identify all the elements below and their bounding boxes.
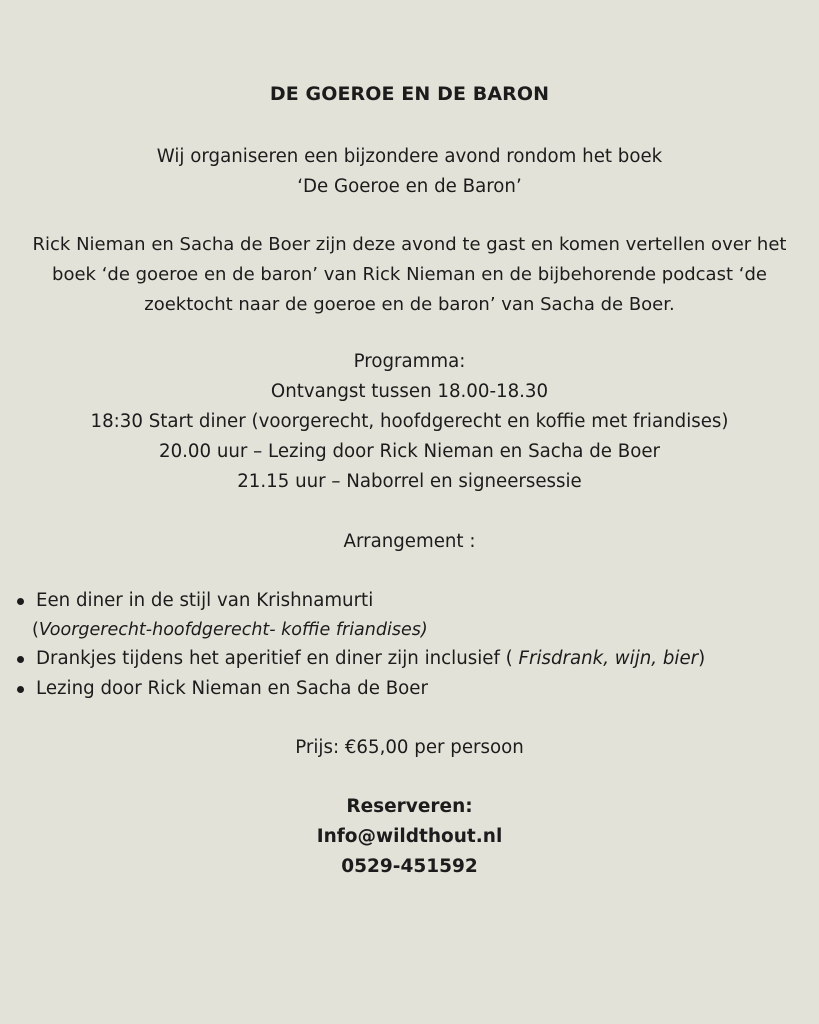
arrangement-list [16, 586, 816, 704]
list-item [16, 674, 816, 704]
program-section [0, 347, 819, 497]
program-item: 18:30 Start diner (voorgerecht, hoofdgerecht en koffie met friandises) [90, 411, 729, 432]
arrangement-heading: Arrangement : [343, 531, 476, 552]
arrangement-item-3-text: Lezing door Rick Nieman en Sacha de Boer [36, 678, 428, 699]
list-item [16, 644, 816, 674]
arrangement-item-1-subtext [32, 616, 816, 644]
bullet-icon [17, 686, 24, 693]
description-line-2: boek ‘de goeroe en de baron’ van Rick Nieman en de bijbehorende podcast ‘de [52, 264, 767, 285]
reservation-heading: Reserveren: [346, 796, 473, 817]
program-item: 20.00 uur – Lezing door Rick Nieman en Sacha de Boer [159, 441, 660, 462]
intro-paragraph [0, 142, 819, 202]
bullet-icon [17, 598, 24, 605]
description-paragraph [0, 230, 819, 320]
arrangement-item-1-text: Een diner in de stijl van Krishnamurti [36, 590, 374, 611]
arrangement-item-2-close: ) [698, 648, 706, 669]
program-item: Ontvangst tussen 18.00-18.30 [270, 381, 549, 402]
price-text: Prijs: €65,00 per persoon [295, 737, 524, 758]
arrangement-item-2-italic: Frisdrank, wijn, bier [518, 648, 699, 669]
description-line-1: Rick Nieman en Sacha de Boer zijn deze avond te gast en komen vertellen over het [32, 234, 787, 255]
subtext-italic: Voorgerecht-hoofdgerecht- koffie friandises) [38, 620, 428, 640]
program-heading: Programma: [353, 351, 466, 372]
program-item: 21.15 uur – Naborrel en signeersessie [237, 471, 582, 492]
subtext-open-paren: ( [32, 620, 39, 640]
list-item [16, 586, 816, 644]
page-title: DE GOEROE EN DE BARON [269, 83, 550, 105]
intro-line-1: Wij organiseren een bijzondere avond rondom het boek [156, 146, 663, 167]
description-line-3: zoektocht naar de goeroe en de baron’ van Sacha de Boer. [144, 294, 675, 315]
reservation-email[interactable]: Info@wildthout.nl [316, 826, 503, 847]
bullet-icon [17, 656, 24, 663]
intro-line-2: ‘De Goeroe en de Baron’ [297, 176, 522, 197]
arrangement-item-2-text: Drankjes tijdens het aperitief en diner zijn inclusief ( [36, 648, 519, 669]
reservation-section [0, 792, 819, 882]
reservation-phone[interactable]: 0529-451592 [341, 856, 478, 877]
